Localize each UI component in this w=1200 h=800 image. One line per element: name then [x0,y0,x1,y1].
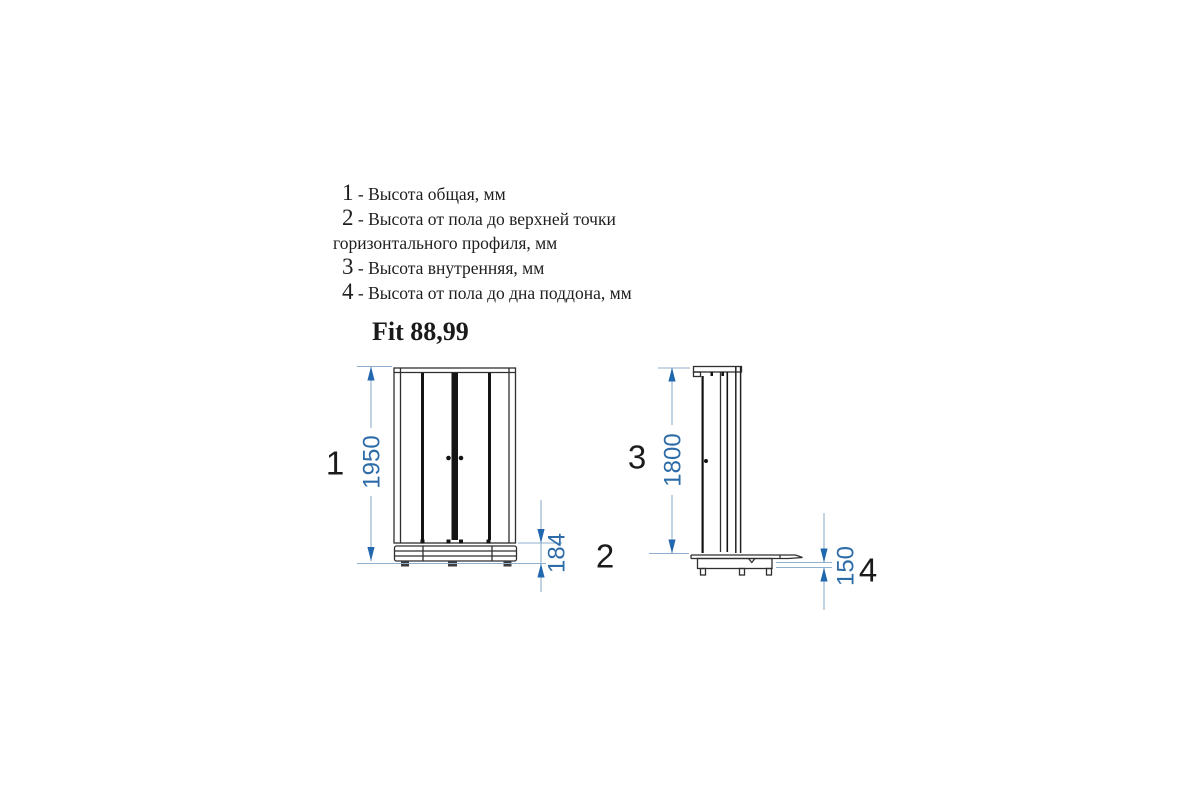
door-handle-side [704,459,708,463]
dimension-floor-to-profile-top [518,500,614,592]
side-view [691,367,803,576]
side-view-wall-profile [736,367,741,554]
dim-marker-4: 4 [858,551,878,589]
legend-item-4-text: - Высота от пола до дна поддона, мм [357,283,632,303]
front-view-tray [395,546,517,561]
legend-item-4-number: 4 [342,279,354,304]
legend-item-3-number: 3 [342,254,354,279]
legend-item-1-number: 1 [342,180,354,205]
front-view-door-panels [421,373,491,540]
dim-overall-height-value: 1950 [358,435,386,489]
arrow-up-icon [820,568,827,582]
side-view-inner-profile [721,372,729,552]
door-handle-right [459,456,464,461]
dim-marker-3: 3 [627,438,647,476]
front-view [394,368,517,567]
side-view-apron [698,559,773,569]
door-handle-left [446,456,451,461]
dim-profile-top-value: 184 [543,532,571,574]
dimension-overall-height [326,367,392,562]
legend-item-3-text: - Высота внутренняя, мм [357,258,545,278]
legend-item-2-text: - Высота от пола до верхней точки горизонтального профиля, мм [333,209,616,253]
dim-marker-1: 1 [325,444,345,482]
side-view-door-panel [702,376,709,553]
legend-item-2-number: 2 [342,205,354,230]
arrow-down-icon [820,549,827,563]
dim-marker-2: 2 [595,537,615,575]
side-view-top-cap [694,367,742,377]
side-view-feet [701,569,772,576]
arrow-down-icon [668,540,675,554]
legend-item-1-text: - Высота общая, мм [357,184,506,204]
dimension-inner-height [628,368,690,554]
arrow-up-icon [668,368,675,382]
dim-tray-bottom-value: 150 [832,545,860,587]
model-title: Fit 88,99 [372,317,469,346]
dimension-floor-to-tray-bottom [776,513,877,610]
dim-inner-height-value: 1800 [659,433,687,487]
arrow-down-icon [367,547,374,561]
arrow-up-icon [367,367,374,381]
